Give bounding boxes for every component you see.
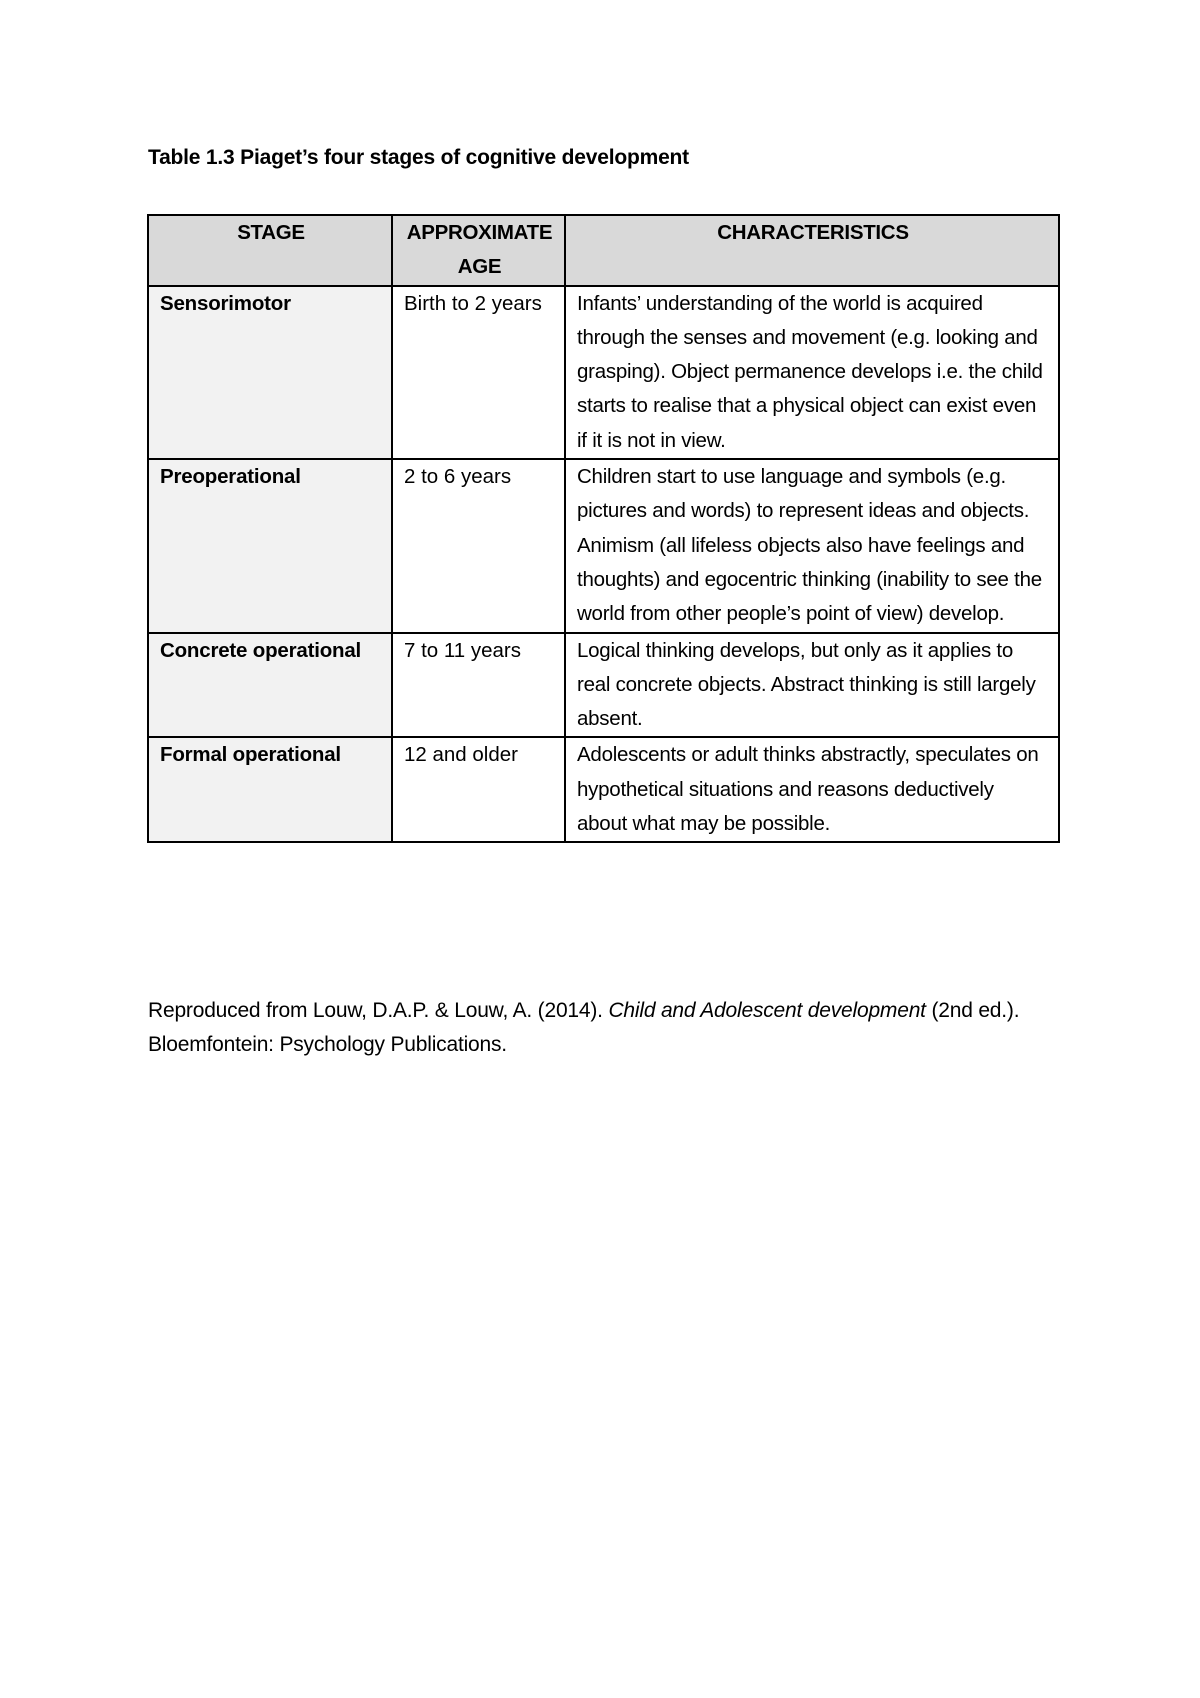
table-row: [148, 737, 1059, 842]
header-characteristics: CHARACTERISTICS: [565, 215, 1059, 286]
table-header-row: [148, 215, 1059, 286]
characteristics-cell: Children start to use language and symbols (e.g. pictures and words) to represent ideas and objects. Animism (all lifeless objects also have feelings and thoughts) and egocentric thinking (inability to see the world from other people’s point of view) develop.: [565, 459, 1059, 632]
table-caption: Table 1.3 Piaget’s four stages of cognitive development: [148, 146, 689, 169]
characteristics-cell: Logical thinking develops, but only as it applies to real concrete objects. Abstract thinking is still largely absent.: [565, 633, 1059, 738]
characteristics-cell: Infants’ understanding of the world is acquired through the senses and movement (e.g. looking and grasping). Object permanence develops i.e. the child starts to realise that a physical object can exist even if it is not in view.: [565, 286, 1059, 459]
piaget-stages-table: [147, 214, 1060, 843]
age-cell: 7 to 11 years: [392, 633, 565, 738]
header-stage: STAGE: [148, 215, 392, 286]
source-citation: [148, 994, 1068, 1062]
stage-cell: Sensorimotor: [148, 286, 392, 459]
stage-cell: Formal operational: [148, 737, 392, 842]
citation-book-title: Child and Adolescent development: [608, 999, 926, 1022]
header-approximate-age: APPROXIMATE AGE: [392, 215, 565, 286]
citation-prefix: Reproduced from Louw, D.A.P. & Louw, A. (2014).: [148, 999, 609, 1022]
stage-cell: Preoperational: [148, 459, 392, 632]
age-cell: 12 and older: [392, 737, 565, 842]
characteristics-cell: Adolescents or adult thinks abstractly, speculates on hypothetical situations and reasons deductively about what may be possible.: [565, 737, 1059, 842]
table-row: [148, 286, 1059, 459]
age-cell: Birth to 2 years: [392, 286, 565, 459]
stage-cell: Concrete operational: [148, 633, 392, 738]
citation-suffix: (2nd ed.). Bloemfontein: Psychology Publications.: [148, 999, 1020, 1056]
table-row: [148, 459, 1059, 632]
age-cell: 2 to 6 years: [392, 459, 565, 632]
table-row: [148, 633, 1059, 738]
